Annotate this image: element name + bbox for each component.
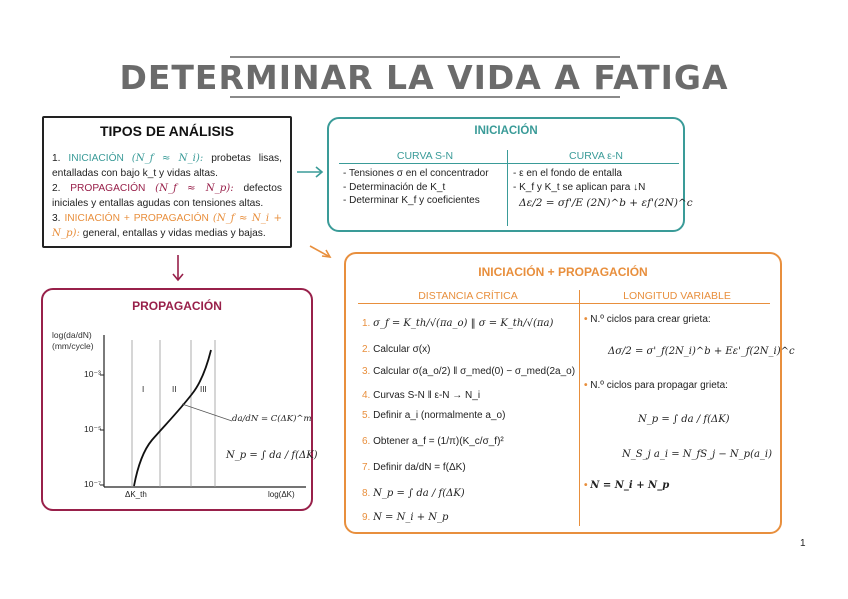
step-text-7: Definir da/dN = f(ΔK)	[373, 462, 466, 473]
chart-x-label: log(ΔK)	[268, 490, 295, 499]
tipos-text-3: general, entallas y vidas medias y bajas.	[82, 228, 266, 239]
step-text-2: Calcular σ(x)	[373, 344, 431, 355]
ini-prop-right-formula-1: Δσ/2 = σ'_f(2N_i)^b + Eε'_f(2N_i)^c	[608, 346, 795, 357]
step-num-4: 4.	[362, 390, 371, 401]
step-num-9: 9.	[362, 512, 371, 523]
tipos-text-2: defectos iniciales y entallas agudas con tensiones altas.	[52, 183, 282, 209]
bullet-icon: •	[584, 314, 588, 325]
ini-prop-right-formula-2: N_p = ∫ da / f(ΔK)	[638, 414, 730, 425]
page-number: 1	[800, 538, 806, 549]
iniciacion-right-item-1: - ε en el fondo de entalla	[513, 168, 622, 179]
tipos-formula-2: (N_f ≈ N_p):	[155, 183, 234, 194]
ini-prop-head-rule	[358, 303, 770, 304]
paris-leader-line	[182, 404, 232, 421]
ini-prop-step-9	[362, 512, 448, 523]
step-text-9: N = N_i + N_p	[373, 512, 449, 523]
iniciacion-left-text-2: Determinación de K_t	[349, 181, 446, 193]
tipos-num-1: 1.	[52, 153, 61, 164]
right-b2-text: N.º ciclos para propagar grieta:	[590, 380, 728, 391]
step-num-7: 7.	[362, 462, 371, 473]
tipos-label-3: INICIACIÓN + PROPAGACIÓN	[64, 213, 209, 224]
iniciacion-left-item-3: - Determinar K_f y coeficientes	[343, 195, 480, 207]
iniciacion-right-text-1: ε en el fondo de entalla	[519, 168, 622, 179]
step-text-6: Obtener a_f = (1/π)(K_c/σ_f)²	[373, 436, 504, 447]
iniciacion-right-text-2: K_f y K_t se aplican para ↓N	[519, 181, 646, 193]
iniciacion-formula: Δε/2 = σf'/E (2N)^b + εf'(2N)^c	[519, 197, 693, 209]
chart-y-tick-label-1: 10⁻³	[84, 369, 101, 379]
ini-prop-right-formula-3: N_S_j a_i = N_fS_j − N_p(a_i)	[622, 449, 773, 460]
step-text-3: Calcular σ(a_o/2) ‖ σ_med(0) − σ_med(2a_o)	[373, 366, 576, 377]
ini-prop-step-3	[362, 366, 575, 377]
step-num-3: 3.	[362, 366, 371, 377]
tipos-formula-3: (N_f ≈ N_i + N_p):	[52, 213, 282, 239]
chart-region-label-1: I	[142, 385, 145, 394]
tipos-label-2: PROPAGACIÓN	[70, 183, 146, 194]
page-title: DETERMINAR LA VIDA A FATIGA	[119, 58, 729, 97]
tipos-text-1: probetas lisas, entalladas con bajo k_t y vidas altas.	[52, 153, 282, 179]
right-b1-text: N.º ciclos para crear grieta:	[590, 314, 711, 325]
iniciacion-right-head: CURVA ε-N	[569, 150, 623, 162]
chart-y-tick-label-3: 10⁻⁷	[84, 479, 102, 489]
iniciacion-left-item-2: - Determinación de K_t	[343, 181, 446, 193]
iniciacion-left-head: CURVA S-N	[396, 150, 454, 162]
bullet-icon: •	[584, 480, 588, 491]
iniciacion-right-item-2: - K_f y K_t se aplican para ↓N	[513, 181, 646, 193]
ini-prop-step-4	[362, 390, 480, 401]
step-num-5: 5.	[362, 410, 371, 421]
propagacion-title: PROPAGACIÓN	[132, 299, 222, 313]
ini-prop-step-8	[362, 488, 465, 499]
chart-y-tick-label-2: 10⁻⁵	[84, 424, 102, 434]
crack-growth-curve	[134, 350, 211, 486]
right-f4-text: N = N_i + N_p	[590, 480, 670, 491]
ini-prop-step-2	[362, 344, 430, 355]
step-text-4: Curvas S-N ‖ ε-N → N_i	[373, 390, 481, 401]
step-num-1: 1.	[362, 318, 371, 329]
ini-prop-step-5	[362, 410, 505, 421]
ini-prop-col-divider	[579, 290, 580, 526]
chart-y-label: log(da/dN) (mm/cycle)	[52, 330, 94, 351]
ini-prop-title: INICIACIÓN + PROPAGACIÓN	[478, 265, 648, 279]
iniciacion-left-item-1: - Tensiones σ en el concentrador	[343, 168, 489, 179]
step-num-2: 2.	[362, 344, 371, 355]
ini-prop-right-bullet-3	[584, 480, 669, 491]
iniciacion-title: INICIACIÓN	[474, 125, 538, 137]
chart-region-label-3: III	[200, 385, 207, 394]
chart-region-label-2: II	[172, 385, 177, 394]
iniciacion-left-text-3: Determinar K_f y coeficientes	[349, 195, 480, 207]
ini-prop-right-bullet-2	[584, 380, 728, 391]
ini-prop-right-head: LONGITUD VARIABLE	[623, 290, 731, 302]
ini-prop-right-bullet-1	[584, 314, 711, 325]
step-num-6: 6.	[362, 436, 371, 447]
tipos-title: TIPOS DE ANÁLISIS	[99, 123, 235, 139]
iniciacion-left-text-1: Tensiones σ en el concentrador	[348, 168, 489, 179]
step-num-8: 8.	[362, 488, 371, 499]
tipos-formula-1: (N_f ≈ N_i):	[131, 153, 204, 164]
step-text-8: N_p = ∫ da / f(ΔK)	[373, 488, 465, 499]
ini-prop-step-6	[362, 436, 504, 447]
tipos-num-3: 3.	[52, 213, 61, 224]
tipos-num-2: 2.	[52, 183, 61, 194]
step-text-5: Definir a_i (normalmente a_o)	[373, 410, 506, 421]
tipos-label-1: INICIACIÓN	[68, 153, 124, 164]
ini-prop-step-1	[362, 318, 553, 329]
bullet-icon: •	[584, 380, 588, 391]
chart-threshold-label: ΔK_th	[125, 490, 147, 499]
chart-paris-law: da/dN = C(ΔK)^m	[232, 414, 312, 424]
ini-prop-left-head: DISTANCIA CRÍTICA	[418, 290, 518, 302]
step-text-1: σ_f = K_th/√(πa_o) ‖ σ = K_th/√(πa)	[373, 318, 554, 329]
ini-prop-step-7	[362, 462, 466, 473]
chart-np-formula: N_p = ∫ da / f(ΔK)	[226, 450, 318, 461]
